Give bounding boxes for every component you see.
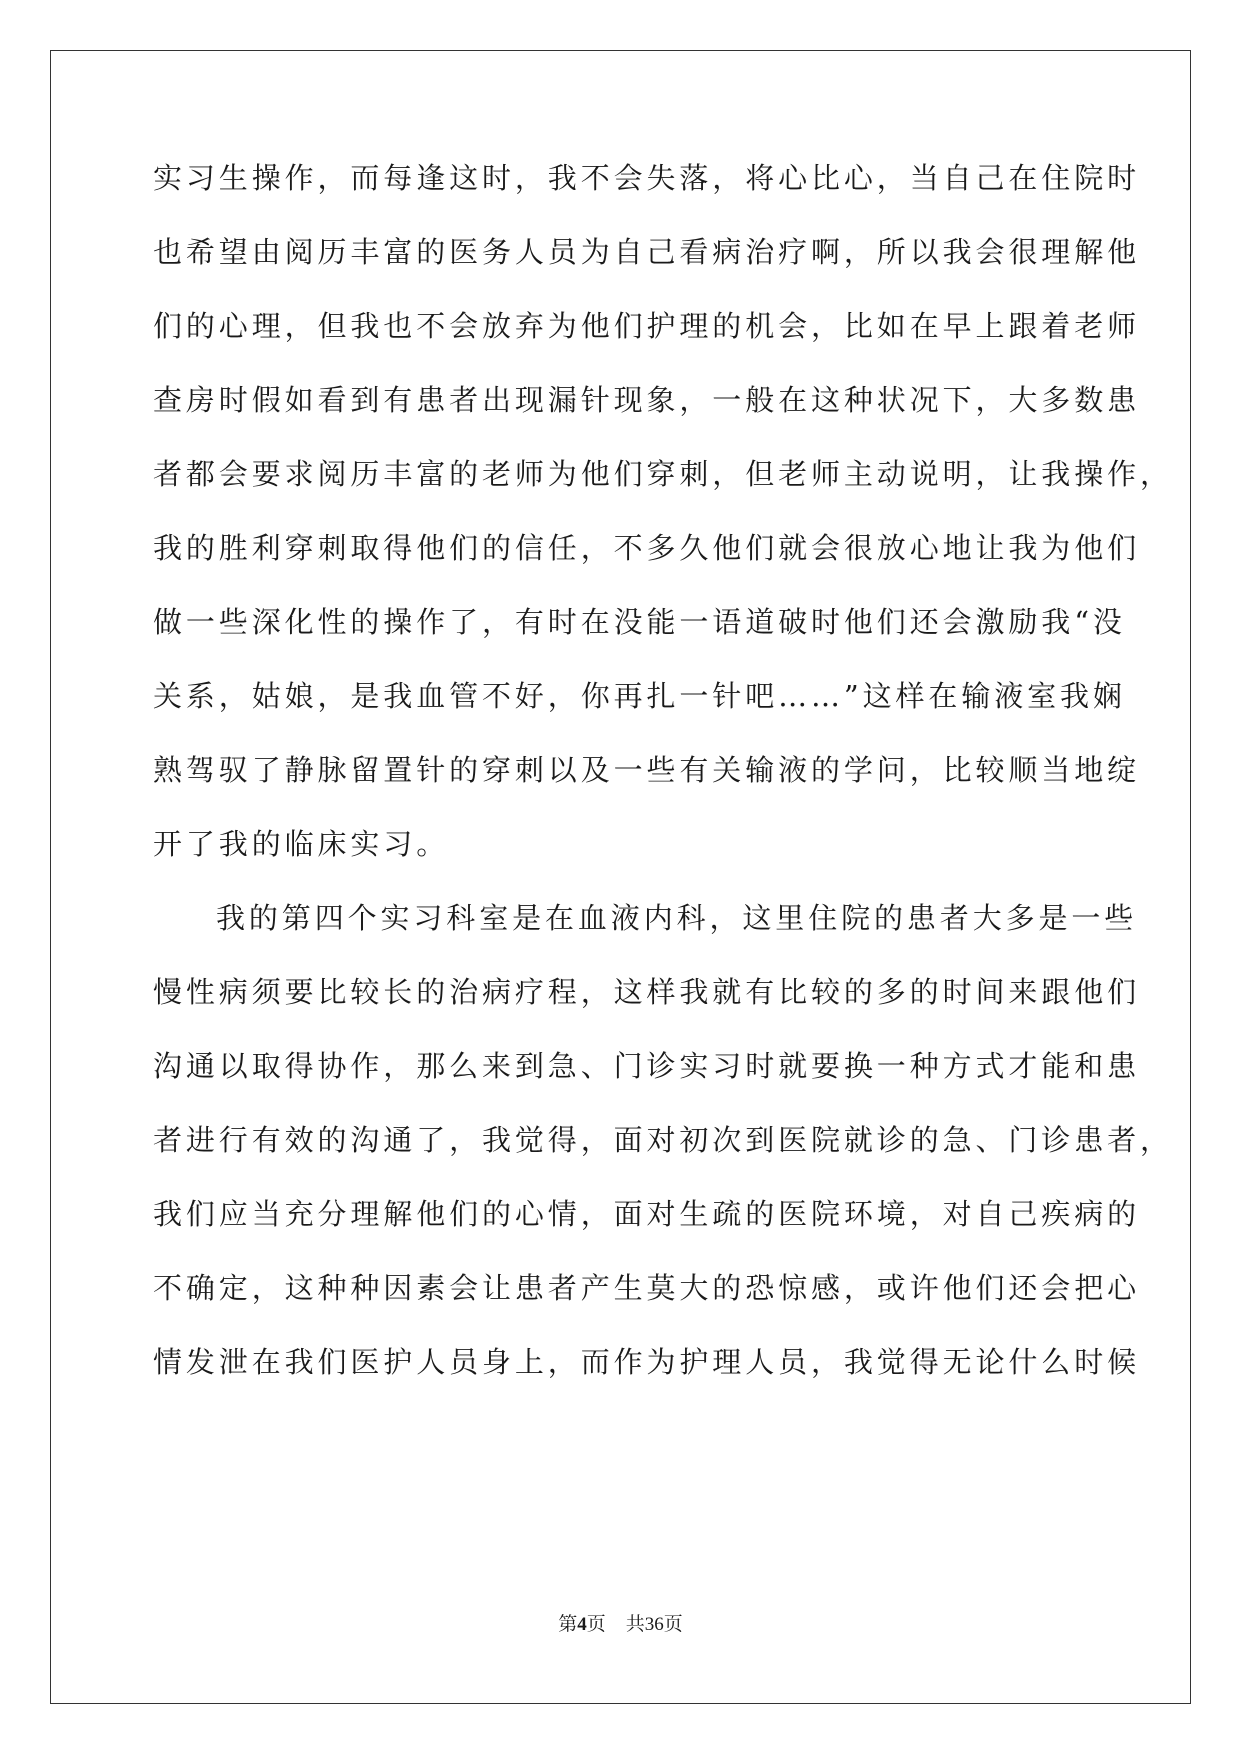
- body-line: 做一些深化性的操作了，有时在没能一语道破时他们还会激励我“没: [153, 605, 1126, 639]
- body-line: 查房时假如看到有患者出现漏针现象，一般在这种状况下，大多数患: [153, 383, 1141, 417]
- body-line: 我们应当充分理解他们的心情，面对生疏的医院环境，对自己疾病的: [153, 1197, 1141, 1231]
- page-suffix: 页: [586, 1614, 606, 1635]
- total-suffix: 页: [663, 1614, 683, 1635]
- body-line: 慢性病须要比较长的治病疗程，这样我就有比较的多的时间来跟他们: [153, 975, 1141, 1009]
- page-number: 4: [577, 1614, 587, 1635]
- total-prefix: 共: [625, 1614, 645, 1635]
- body-line: 者都会要求阅历丰富的老师为他们穿刺，但老师主动说明，让我操作，: [153, 457, 1173, 491]
- body-line: 沟通以取得协作，那么来到急、门诊实习时就要换一种方式才能和患: [153, 1049, 1141, 1083]
- page-prefix: 第: [558, 1614, 578, 1635]
- page-border: [50, 50, 1191, 1704]
- body-line: 们的心理，但我也不会放弃为他们护理的机会，比如在早上跟着老师: [153, 309, 1141, 343]
- body-line: 我的胜利穿刺取得他们的信任，不多久他们就会很放心地让我为他们: [153, 531, 1141, 565]
- body-line: 关系，姑娘，是我血管不好，你再扎一针吧……”这样在输液室我娴: [153, 679, 1126, 713]
- paragraph-first-line: 我的第四个实习科室是在血液内科，这里住院的患者大多是一些: [216, 901, 1138, 935]
- body-line: 者进行有效的沟通了，我觉得，面对初次到医院就诊的急、门诊患者，: [153, 1123, 1173, 1157]
- body-line: 情发泄在我们医护人员身上，而作为护理人员，我觉得无论什么时候: [153, 1345, 1141, 1379]
- body-line: 开了我的临床实习。: [153, 827, 450, 861]
- body-line: 熟驾驭了静脉留置针的穿刺以及一些有关输液的学问，比较顺当地绽: [153, 753, 1141, 787]
- body-line: 不确定，这种种因素会让患者产生莫大的恐惊感，或许他们还会把心: [153, 1271, 1141, 1305]
- page-footer: [0, 1612, 1241, 1638]
- page-total: 36: [644, 1614, 664, 1635]
- body-line: 实习生操作，而每逢这时，我不会失落，将心比心，当自己在住院时: [153, 161, 1141, 195]
- body-line: 也希望由阅历丰富的医务人员为自己看病治疗啊，所以我会很理解他: [153, 235, 1141, 269]
